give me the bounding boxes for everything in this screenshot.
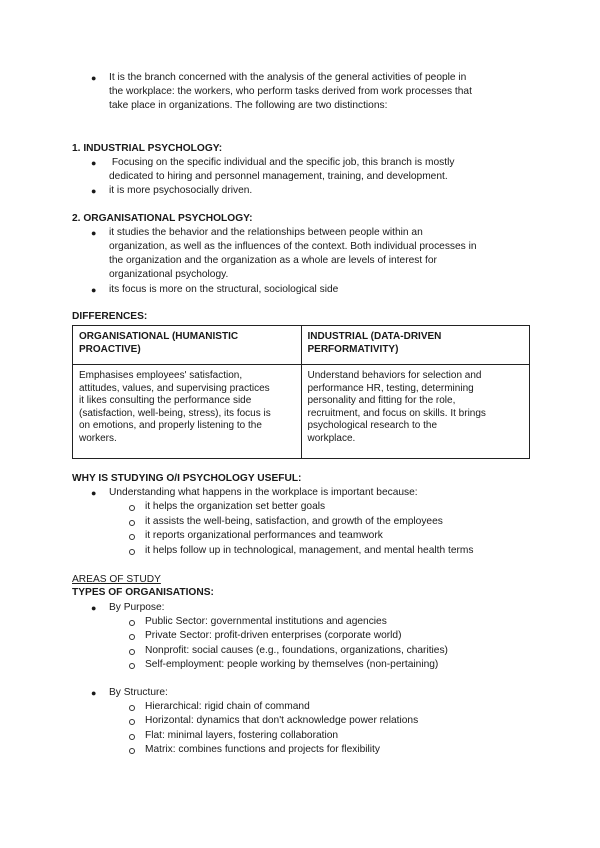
structure-label: By Structure: xyxy=(109,687,168,698)
bullet-dot: ● xyxy=(91,186,97,196)
circle-bullet xyxy=(129,534,135,540)
industrial-heading: 1. INDUSTRIAL PSYCHOLOGY: xyxy=(72,143,223,154)
organisational-bullet-line: the organization and the organization as a whole are levels of interest for xyxy=(109,255,437,266)
bullet-dot: ● xyxy=(91,285,97,295)
industrial-bullet-line: Focusing on the specific individual and the specific job, this branch is mostly xyxy=(109,157,455,168)
organisational-bullet-line: it studies the behavior and the relationships between people within an xyxy=(109,227,423,238)
table-cell-line: Emphasises employees' satisfaction, xyxy=(79,370,243,381)
bullet-dot: ● xyxy=(91,603,97,613)
structure-item: Hierarchical: rigid chain of command xyxy=(145,701,310,712)
table-header-industrial xyxy=(301,326,530,365)
table-cell-line: workers. xyxy=(79,432,117,444)
purpose-item: Public Sector: governmental institutions and agencies xyxy=(145,616,387,627)
areas-heading: AREAS OF STUDY xyxy=(72,574,161,585)
table-cell-line: workplace. xyxy=(307,432,356,444)
differences-table xyxy=(72,325,530,459)
table-header-line: ORGANISATIONAL (HUMANISTIC xyxy=(79,331,239,342)
table-header-line: PROACTIVE) xyxy=(79,343,141,355)
circle-bullet xyxy=(129,748,135,754)
structure-item: Matrix: combines functions and projects for flexibility xyxy=(145,744,380,755)
why-sub-item: it reports organizational performances and teamwork xyxy=(145,530,383,541)
why-main-line: Understanding what happens in the workplace is important because: xyxy=(109,487,418,498)
table-header-line: PERFORMATIVITY) xyxy=(307,343,399,355)
organisational-bullet-line: organization, as well as the influences of the context. Both individual processes in xyxy=(109,241,477,252)
intro-line: the workplace: the workers, who perform tasks derived from work processes that xyxy=(109,86,472,97)
purpose-item: Nonprofit: social causes (e.g., foundations, organizations, charities) xyxy=(145,645,448,656)
table-cell-line: attitudes, values, and supervising practices xyxy=(79,382,270,394)
organisational-heading: 2. ORGANISATIONAL PSYCHOLOGY: xyxy=(72,213,253,224)
bullet-dot: ● xyxy=(91,488,97,498)
why-heading: WHY IS STUDYING O/I PSYCHOLOGY USEFUL: xyxy=(72,473,302,484)
table-cell-organisational xyxy=(73,365,302,459)
intro-line: It is the branch concerned with the analysis of the general activities of people in xyxy=(109,72,467,83)
circle-bullet xyxy=(129,549,135,555)
circle-bullet xyxy=(129,734,135,740)
differences-heading: DIFFERENCES: xyxy=(72,311,148,322)
bullet-dot: ● xyxy=(91,158,97,168)
table-cell-line: on emotions, and properly listening to the xyxy=(79,420,262,431)
circle-bullet xyxy=(129,505,135,511)
purpose-item: Self-employment: people working by themselves (non-pertaining) xyxy=(145,659,439,670)
bullet-dot: ● xyxy=(91,688,97,698)
organisational-bullet-line: organizational psychology. xyxy=(109,269,229,280)
structure-item: Horizontal: dynamics that don't acknowledge power relations xyxy=(145,715,419,726)
intro-line: take place in organizations. The following are two distinctions: xyxy=(109,100,388,111)
circle-bullet xyxy=(129,663,135,669)
table-cell-line: performance HR, testing, determining xyxy=(307,382,474,394)
table-cell-line: recruitment, and focus on skills. It brings xyxy=(307,407,486,419)
structure-item: Flat: minimal layers, fostering collaboration xyxy=(145,730,339,741)
purpose-item: Private Sector: profit-driven enterprises (corporate world) xyxy=(145,630,402,641)
table-header-organisational xyxy=(73,326,302,365)
why-sub-item: it helps the organization set better goals xyxy=(145,501,326,512)
circle-bullet xyxy=(129,520,135,526)
table-cell-line: psychological research to the xyxy=(307,420,438,431)
table-cell-line: (satisfaction, well-being, stress), its focus is xyxy=(79,407,271,419)
bullet-dot: ● xyxy=(91,73,97,83)
why-sub-item: it assists the well-being, satisfaction, and growth of the employees xyxy=(145,516,443,527)
table-cell-line: it likes consulting the performance side xyxy=(79,395,252,406)
why-sub-item: it helps follow up in technological, management, and mental health terms xyxy=(145,545,474,556)
purpose-label: By Purpose: xyxy=(109,602,165,613)
industrial-bullet-line: it is more psychosocially driven. xyxy=(109,185,253,196)
circle-bullet xyxy=(129,649,135,655)
table-header-line: INDUSTRIAL (DATA-DRIVEN xyxy=(307,331,442,342)
table-cell-industrial xyxy=(301,365,530,459)
types-heading: TYPES OF ORGANISATIONS: xyxy=(72,587,214,598)
industrial-bullet-line: dedicated to hiring and personnel management, training, and development. xyxy=(109,171,448,182)
table-cell-line: Understand behaviors for selection and xyxy=(307,370,482,381)
circle-bullet xyxy=(129,634,135,640)
circle-bullet xyxy=(129,620,135,626)
circle-bullet xyxy=(129,705,135,711)
table-cell-line: personality and fitting for the role, xyxy=(307,395,456,406)
organisational-bullet-line: its focus is more on the structural, sociological side xyxy=(109,284,339,295)
circle-bullet xyxy=(129,719,135,725)
bullet-dot: ● xyxy=(91,228,97,238)
